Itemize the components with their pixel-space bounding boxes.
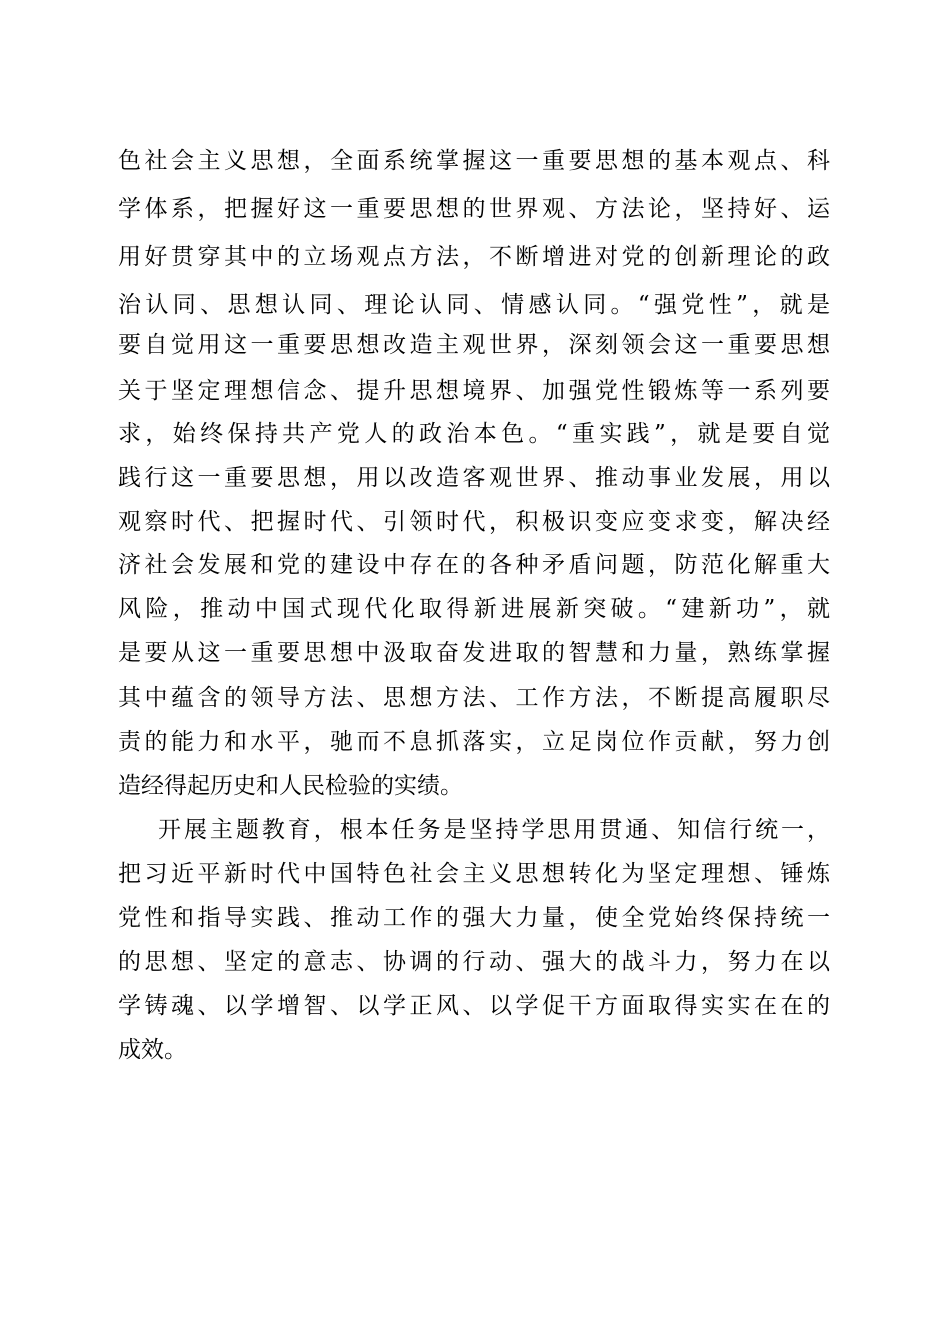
- paragraph-1-line-1: 色社会主义思想，全面系统掌握这一重要思想的基本观点、科: [118, 148, 830, 174]
- paragraph-2-line-4: 的思想、坚定的意志、协调的行动、强大的战斗力，努力在以: [118, 949, 830, 975]
- paragraph-2-line-2: 把习近平新时代中国特色社会主义思想转化为坚定理想、锤炼: [118, 861, 830, 887]
- paragraph-2-line-1: 开展主题教育，根本任务是坚持学思用贯通、知信行统一，: [158, 817, 830, 843]
- paragraph-1-line-2: 学体系，把握好这一重要思想的世界观、方法论，坚持好、运: [118, 196, 830, 222]
- paragraph-1-line-11: 风险，推动中国式现代化取得新进展新突破。“建新功”，就: [118, 596, 830, 622]
- paragraph-2-line-5: 学铸魂、以学增智、以学正风、以学促干方面取得实实在在的: [118, 993, 830, 1019]
- paragraph-1-line-13: 其中蕴含的领导方法、思想方法、工作方法，不断提高履职尽: [118, 685, 830, 711]
- paragraph-2-line-6: 成效。: [118, 1037, 187, 1063]
- paragraph-1-line-7: 求，始终保持共产党人的政治本色。“重实践”，就是要自觉: [118, 421, 830, 447]
- paragraph-1-line-4: 治认同、思想认同、理论认同、情感认同。“强党性”，就是: [118, 292, 830, 318]
- paragraph-1-line-9: 观察时代、把握时代、引领时代，积极识变应变求变，解决经: [118, 509, 830, 535]
- paragraph-1-line-10: 济社会发展和党的建设中存在的各种矛盾问题，防范化解重大: [118, 552, 830, 578]
- paragraph-1-line-12: 是要从这一重要思想中汲取奋发进取的智慧和力量，熟练掌握: [118, 640, 830, 666]
- paragraph-1-line-15: 造经得起历史和人民检验的实绩。: [118, 773, 463, 799]
- paragraph-1-line-8: 践行这一重要思想，用以改造客观世界、推动事业发展，用以: [118, 465, 830, 491]
- paragraph-1-line-5: 要自觉用这一重要思想改造主观世界，深刻领会这一重要思想: [118, 332, 830, 358]
- paragraph-2-line-3: 党性和指导实践、推动工作的强大力量，使全党始终保持统一: [118, 905, 830, 931]
- paragraph-1-line-6: 关于坚定理想信念、提升思想境界、加强党性锻炼等一系列要: [118, 378, 830, 404]
- paragraph-1-line-3: 用好贯穿其中的立场观点方法，不断增进对党的创新理论的政: [118, 244, 830, 270]
- paragraph-1-line-14: 责的能力和水平，驰而不息抓落实，立足岗位作贡献，努力创: [118, 729, 830, 755]
